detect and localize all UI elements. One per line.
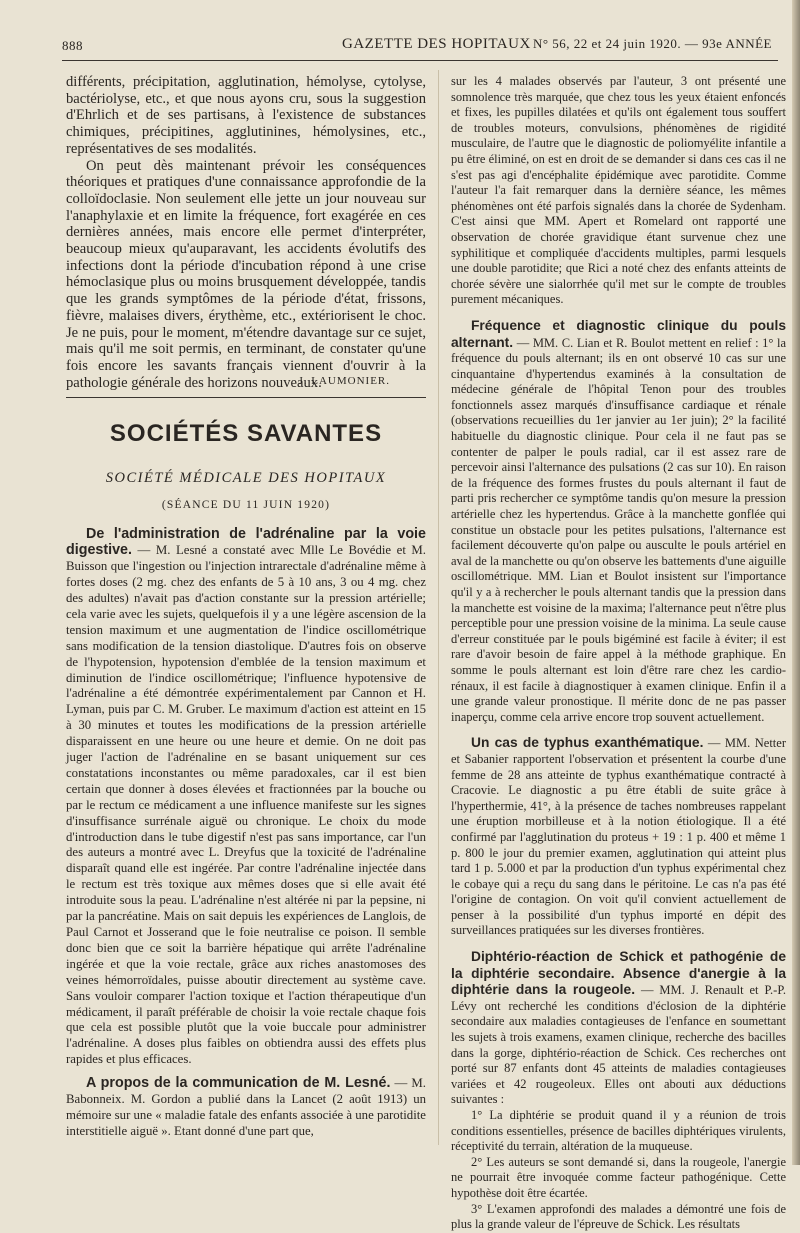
article-text: — MM. Netter et Sabanier rapportent l'observation et présentent la courbe d'une femme de 28 ans atteinte de typhus exanthématique contracté à Cracovie. Le diagnostic a pu être établi de suite grâce à l'hyperthermie, 41°, à la présence de taches nombreuses rappelant une éruption morbilleuse et à la notion étiologique. Il a été confirmé par l'agglutination du proteus + 19 : 1 p. 400 et même 1 p. 800 le jour du premier examen, agglutination qui atteint plus tard 1 p. 5.000 et par la production d'un typhus expérimental chez le cobaye qui a reçu du sang dans le péritoine. Le cas n'a pas été l'origine de contagion. On voit qu'il convient actuellement de penser à la possibilité d'un typhus importé en dépit des surveillances pratiquées sur les diverses frontières. bbox=[451, 736, 786, 938]
issue-info: N° 56, 22 et 24 juin 1920. — 93e ANNÉE bbox=[532, 36, 772, 51]
paragraph: différents, précipitation, agglutination, hémolyse, cytolyse, bactériolyse, etc., et que nous ayons cru, sous la suggestion d'Ehrlich et de ses partisans, à l'existence de substances chimiques, précipitines, agglutinines, hémolysines, etc., représentatives de ses modalités. bbox=[66, 74, 426, 157]
article bbox=[451, 949, 786, 1108]
article-title: Un cas de typhus exanthématique. bbox=[471, 735, 704, 751]
page-number: 888 bbox=[62, 38, 83, 53]
article bbox=[451, 735, 786, 939]
article-title: Diphtério-réaction de Schick et pathogénie de la diphtérie secondaire. Absence d'anergie à la diphtérie dans la rougeole. bbox=[451, 949, 786, 998]
article-text: — M. Babonneix. M. Gordon a publié dans la Lancet (2 août 1913) un mémoire sur une « maladie fatale des enfants associée à une parotidite interstitielle aiguë ». Etant donné d'une part que, bbox=[66, 1076, 426, 1138]
article-title: Fréquence et diagnostic clinique du pouls alternant. bbox=[451, 317, 786, 350]
page-spine-shadow bbox=[792, 0, 800, 1165]
list-item: 3° L'examen approfondi des malades a démontré une fois de plus la grande valeur de l'épreuve de Schick. Les résultats bbox=[451, 1201, 786, 1232]
paragraph: On peut dès maintenant prévoir les conséquences théoriques et pratiques d'une connaissance approfondie de la colloïdoclasie. Non seulement elle jette un jour nouveau sur l'anaphylaxie et en limite la fréquence, fort exagérée en ces dernières années, mais encore elle permet d'interpréter, beaucoup mieux qu'auparavant, les accidents évolutifs des infections dont la période d'incubation répond à une crise hémoclasique plus ou moins brusquement développée, tandis que les grands symptômes de la période d'état, frissons, fièvre, malaises divers, érythème, etc., extériorisent le choc. Je ne puis, pour le moment, m'étendre davantage sur ce sujet, mais qu'il me soit permis, en terminant, de constater qu'une fois encore les savants français viennent d'ouvrir à la pathologie générale des horizons nouveaux. bbox=[66, 157, 426, 391]
section-title: SOCIÉTÉS SAVANTES bbox=[109, 420, 383, 448]
article-list bbox=[66, 527, 426, 1139]
article-title: A propos de la communication de M. Lesné. bbox=[86, 1075, 391, 1092]
journal-title: GAZETTE DES HOPITAUX bbox=[342, 36, 531, 52]
left-column bbox=[66, 74, 426, 1140]
article bbox=[66, 527, 426, 1068]
article bbox=[66, 1076, 426, 1140]
society-name: SOCIÉTÉ MÉDICALE DES HOPITAUX bbox=[105, 470, 387, 487]
article bbox=[451, 318, 786, 725]
right-column bbox=[451, 74, 786, 1233]
running-header bbox=[62, 34, 778, 54]
section-divider bbox=[66, 397, 426, 398]
column-separator bbox=[438, 70, 439, 1145]
session-date: (SÉANCE DU 11 JUIN 1920) bbox=[161, 499, 331, 512]
article-text: — MM. J. Renault et P.-P. Lévy ont recherché les conditions d'éclosion de la diphtérie secondaire aux maladies contagieuses de l'enfance en soumettant les sujets à trois examens, examen clinique, recherche des bacilles dans la gorge, diphtério-réaction de Schick. Ces recherches ont porté sur 87 enfants dont 45 atteints de maladies contagieuses variées et 42 rougeoleux. Elles ont abouti aux déductions suivantes : bbox=[451, 983, 787, 1107]
article-text: — M. Lesné a constaté avec Mlle Le Bovédie et M. Buisson que l'ingestion ou l'injection intrarectale d'adrénaline même à fortes doses (2 mg. chez des enfants de 5 à 10 ans, 3 ou 4 mg. chez des adultes) n'avait pas d'action constante sur la pression artérielle; cela varie avec les sujets, quelquefois il y a une légère ascension de la tension maximum et une augmentation de l'indice oscillométrique sans modification de la tension diastolique. D'autres fois on observe de l'hypotension, hypotension d'emblée de la tension maximum et diminution de l'indice oscillométrique; l'influence hypotensive de l'adrénaline a été démontrée expérimentalement par Cannon et H. Lyman, puis par C. M. Gruber. Le maximum d'action est atteint en 15 à 30 minutes et toutes les modifications de la pression artérielle disparaissent en une heure ou une heure et demie. On ne doit pas juger l'action de l'adrénaline en se basant uniquement sur ces constatations inconstantes ou même paradoxales, car il est bien certain que donner à doses élevées et fractionnées par la bouche ou par le rectum ce médicament a une influence manifeste sur les signes d'insuffisance surrénale aiguë ou chronique. Le choix du mode d'introduction dans le tube digestif n'est pas sans importance, car l'un des auteurs a montré avec L. Dreyfus que la toxicité de l'adrénaline disparaît quand elle est ingérée. Par contre l'adrénaline injectée dans le rectum est très toxique aux mêmes doses que si elle avait été introduite sous la peau. L'adrénaline n'est altérée ni par la pepsine, ni par la pancréatine. Mais on sait depuis les expériences de Langlois, de Paul Carnot et Josserand que le foie neutralise ce poison. Il semble donc bien que ce soit la barrière hépatique qui arrête l'adrénaline ingérée et que la voie rectale, grâce aux riches anastomoses des veines hémorroïdales, puisse aboutir directement au système cave. Sans vouloir comparer l'action toxique et l'action thérapeutique d'un médicament, il paraît préférable de choisir la voie rectale chaque fois que cela est possible plutôt que la voie buccale pour administrer l'adrénaline. A doses plus faibles on obtiendra aussi des effets plus rapides et plus efficaces. bbox=[66, 543, 427, 1067]
paragraph: sur les 4 malades observés par l'auteur, 3 ont présenté une somnolence très marquée, que chez tous les yeux étaient enfoncés et fixes, les pupilles dilatées et qu'ils ont également tous souffert de troubles moteurs, convulsions, phénomènes de rigidité musculaire, de l'autre que le diagnostic de poliomyélite infantile a pu être éliminé, on est en droit de se demander si dans ces cas il ne s'est pas agi d'encéphalite épidémique avec parotidite. Comme l'auteur l'a fait remarquer dans la dernière séance, les mêmes phénomènes ont été parfois signalés dans la chorée de Sydenham. C'est ainsi que MM. Apert et Romelard ont rapporté une observation de chorée gravidique étant survenue chez une syphilitique et compliquée d'accidents multiples, parmi lesquels une double parotidite; que Rici a noté chez des enfants atteints de chorée sévère une sialorrhée qu'il met sur le compte de troubles purement mécaniques. bbox=[451, 74, 786, 307]
author-signature: J. LAUMONIER. bbox=[298, 375, 390, 388]
list-item: 1° La diphtérie se produit quand il y a réunion de trois conditions essentielles, présence de bacilles diphtériques virulents, réceptivité du terrain, altération de la muqueuse. bbox=[451, 1108, 786, 1154]
list-item: 2° Les auteurs se sont demandé si, dans la rougeole, l'anergie ne pourrait être invoquée comme facteur pathogénique. Cette hypothèse doit être écartée. bbox=[451, 1154, 786, 1200]
article-title: De l'administration de l'adrénaline par la voie digestive. bbox=[66, 526, 426, 559]
article-text: — MM. C. Lian et R. Boulot mettent en relief : 1° la fréquence du pouls alternant; ils en ont observé 10 cas sur une cinquantaine d'hypertendus examinés à la consultation de médecine générale de l'hôpital Tenon pour des troubles fonctionnels assez marqués d'insuffisance cardiaque et rénale (observations recueillies du 1er janvier au 1er juin); 2° la facilité habituelle du diagnostic clinique. Pour cela il ne faut pas se contenter de palper le pouls radial, car il est assez rare de percevoir ainsi l'alternance des pulsations (2 cas sur 10). En raison de la fréquence des formes frustes du pouls alternant il faut de parti pris rechercher ce symptôme tandis qu'on mesure la pression artérielle chez les hypertendus. Grâce à la manchette gonflée qui constitue un obstacle pour les petites pulsations, l'alternance est facilement découverte qu'on palpe ou ausculte le pouls artériel en aval de la manchette ou qu'on observe les battements d'une aiguille oscillométrique. MM. Lian et Boulot insistent sur l'importance qu'il y a à rechercher le pouls alternant tandis que la pression dans la manchette est voisine de la maxima; l'alternance peut n'être plus perceptible pour une pression voisine de la minima. La seule cause d'erreur constituée par le pouls bigéminé est facile à éviter; il est rare d'avoir besoin de faire appel à la méthode graphique. En somme le pouls alternant est loin d'être rare chez les cardio-rénaux, il est facile à diagnostiquer à examen clinique. Enfin il a une grande valeur pronostique. Il mérite donc de ne pas passer inaperçu, comme cela arrive encore trop souvent actuellement. bbox=[451, 335, 787, 724]
header-rule bbox=[62, 60, 778, 61]
